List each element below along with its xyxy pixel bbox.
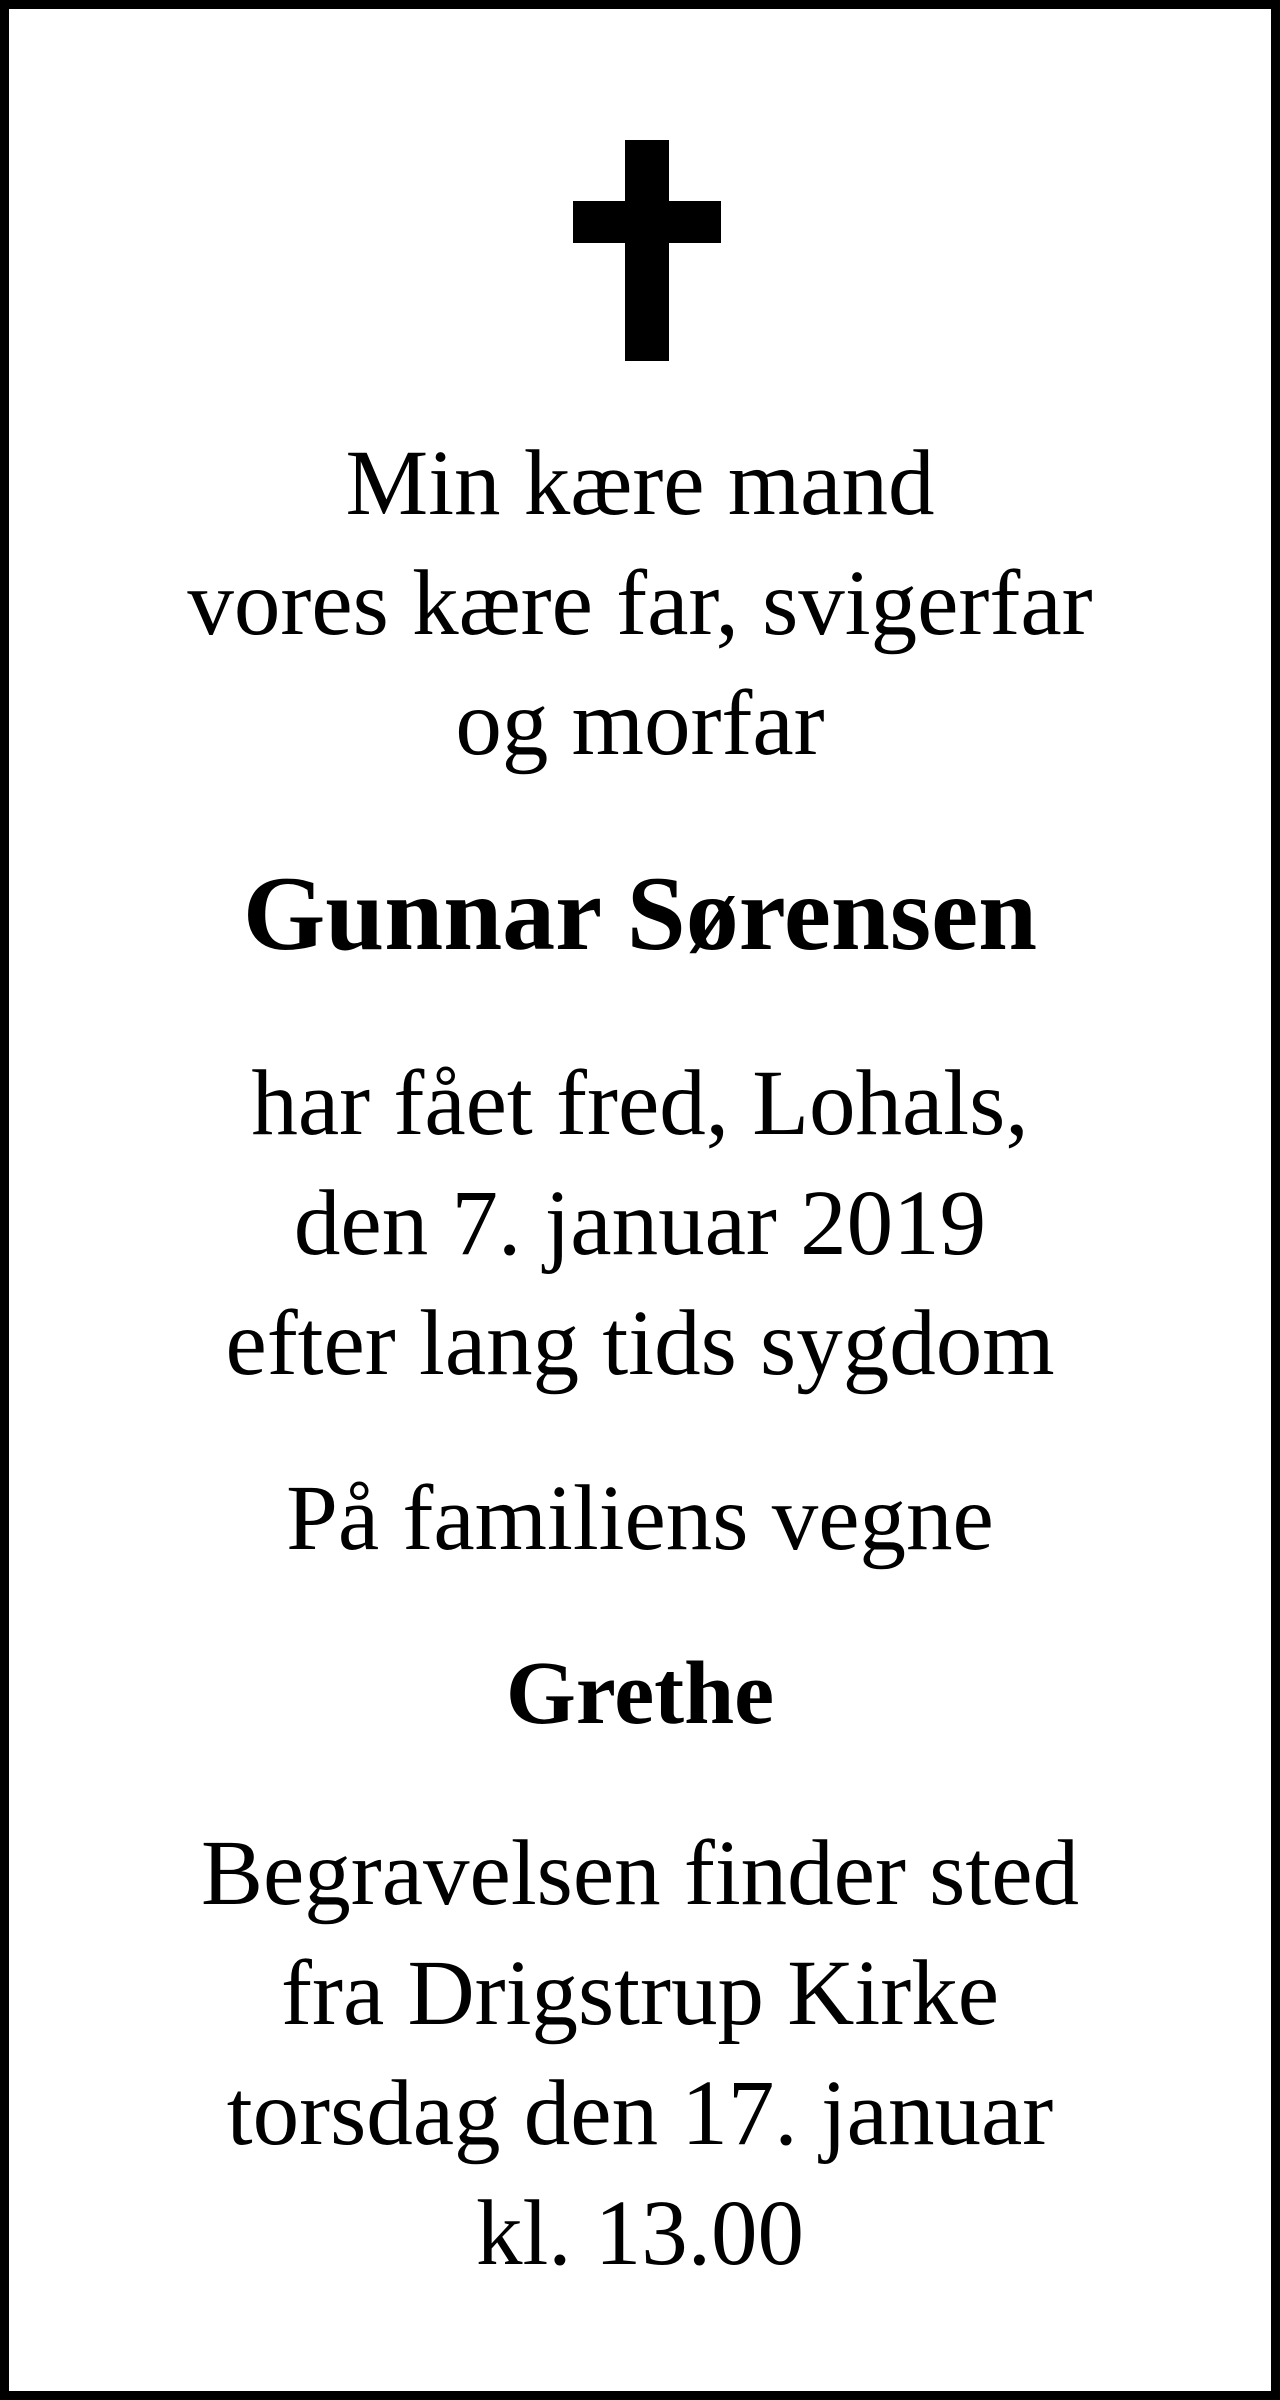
funeral-line: torsdag den 17. januar	[226, 2062, 1054, 2165]
intro-line: vores kære far, svigerfar	[187, 552, 1093, 655]
funeral-line: Begravelsen finder sted	[200, 1822, 1079, 1925]
cross-vertical-bar	[625, 140, 669, 361]
funeral-details	[9, 1814, 1271, 2294]
cross-icon	[573, 140, 721, 361]
intro-line: Min kære mand	[345, 432, 935, 535]
death-details	[9, 1044, 1271, 1404]
death-line: den 7. januar 2019	[293, 1172, 987, 1275]
death-line: har fået fred, Lohals,	[251, 1052, 1029, 1155]
funeral-line: fra Drigstrup Kirke	[281, 1942, 999, 2045]
death-line: efter lang tids sygdom	[225, 1292, 1055, 1395]
funeral-line: kl. 13.00	[475, 2182, 805, 2285]
intro-text	[9, 424, 1271, 784]
cross-horizontal-bar	[573, 201, 721, 243]
signatory-name: Grethe	[505, 1644, 775, 1743]
behalf-text	[9, 1459, 1271, 1579]
deceased-name: Gunnar Sørensen	[242, 855, 1038, 972]
intro-line: og morfar	[455, 672, 825, 775]
behalf-line: På familiens vegne	[286, 1467, 994, 1570]
